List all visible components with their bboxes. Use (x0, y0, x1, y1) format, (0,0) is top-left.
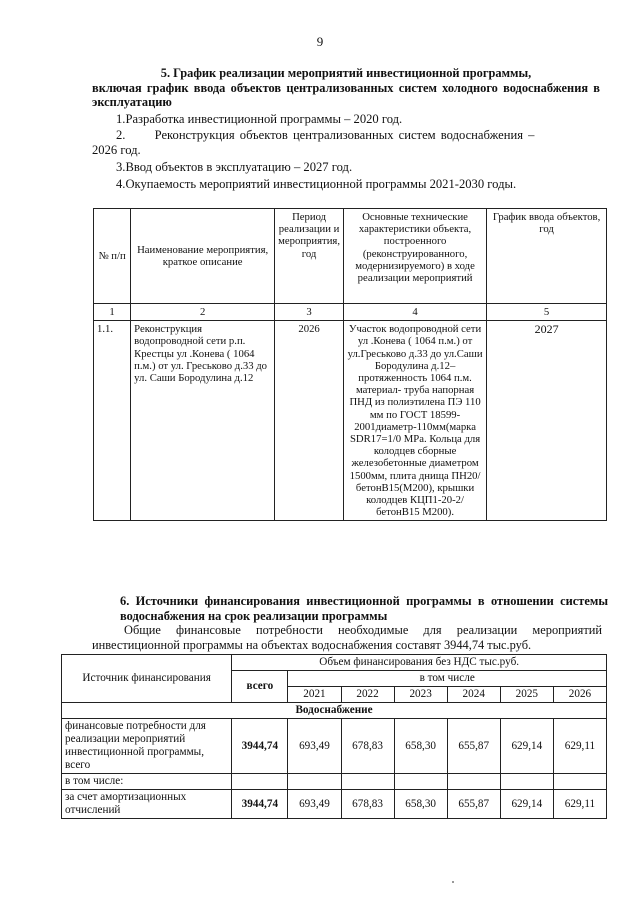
source-header: Источник финансирования (62, 655, 232, 703)
list-item-number: 1. (116, 112, 126, 126)
year-header: 2026 (553, 687, 606, 703)
row-value: 629,11 (553, 719, 606, 774)
header-cell: Период реализации и мероприятия, год (275, 209, 344, 304)
table-header-row (62, 655, 607, 671)
column-number: 3 (275, 304, 344, 321)
year-header: 2021 (288, 687, 341, 703)
year-header: 2023 (394, 687, 447, 703)
column-number: 1 (94, 304, 131, 321)
implementation-period: 2026 (275, 321, 344, 521)
list-item (116, 112, 402, 127)
technical-characteristics: Участок водопроводной сети ул .Конева ( 1064 п.м.) от ул.Греськово д.33 до ул.Саши Бородулина д.12– протяженность 1064 п.м. материал- труба напорная ПНД из полиэтилена ПЭ 110 мм по ГОСТ 18599-2001диаметр-110мм(марка SDR17=1/0 MPa. Кольца для колодцев сборные железобетонные диаметром 1500мм, плита днища ПН20/бетонB15(M200), крышки колодцев КЦП1-20-2/бетонB15 M200). (344, 321, 487, 521)
header-cell: Наименование мероприятия, краткое описание (131, 209, 275, 304)
list-item-number: 3. (116, 160, 126, 174)
column-number: 2 (131, 304, 275, 321)
row-value: 629,14 (500, 719, 553, 774)
list-item (116, 177, 516, 192)
header-cell: Основные технические характеристики объекта, построенного (реконструированного, модернизируемого) в ходе реализации мероприятий (344, 209, 487, 304)
including-header: в том числе (288, 671, 607, 687)
group-row (62, 703, 607, 719)
header-cell: № п/п (94, 209, 131, 304)
column-number: 5 (487, 304, 607, 321)
row-value: 693,49 (288, 719, 341, 774)
group-title: Водоснабжение (62, 703, 607, 719)
row-label: за счет амортизационных отчислений (62, 790, 232, 819)
list-item (116, 128, 602, 143)
list-item-text: Реконструкция объектов централизованных систем водоснабжения – (154, 128, 535, 142)
row-number: 1.1. (94, 321, 131, 521)
row-value: 678,83 (341, 790, 394, 819)
financing-paragraph: Общие финансовые потребности необходимые для реализации мероприятий инвестиционной программы на объектах водоснабжения составят 3944,74 тыс.руб. (92, 623, 602, 652)
year-header: 2022 (341, 687, 394, 703)
list-item-text: Ввод объектов в эксплуатацию – 2027 год. (125, 160, 353, 174)
schedule-table (93, 208, 607, 521)
commissioning-year: 2027 (487, 321, 607, 521)
year-header: 2024 (447, 687, 500, 703)
row-value: 658,30 (394, 790, 447, 819)
row-value: 678,83 (341, 719, 394, 774)
row-value: 629,14 (500, 790, 553, 819)
financing-table (61, 654, 607, 819)
column-number: 4 (344, 304, 487, 321)
row-value: 629,11 (553, 790, 606, 819)
scan-speck (452, 881, 454, 883)
row-value: 655,87 (447, 790, 500, 819)
section5-title-rest: включая график ввода объектов централизованных систем холодного водоснабжения в эксплуатацию (92, 80, 600, 109)
section5-title-line1: 5. График реализации мероприятий инвестиционной программы, (160, 66, 532, 80)
row-value: 658,30 (394, 719, 447, 774)
section5-title (92, 66, 600, 110)
table-header-row (94, 209, 607, 304)
list-item-number: 4. (116, 177, 126, 191)
row-total: 3944,74 (232, 790, 288, 819)
row-label: в том числе: (62, 774, 232, 790)
volume-header: Объем финансирования без НДС тыс.руб. (232, 655, 607, 671)
table-row (62, 790, 607, 819)
measure-name: Реконструкция водопроводной сети р.п. Крестцы ул .Конева ( 1064 п.м.) от ул. Греськово д.33 до ул. Саши Бородулина д.12 (131, 321, 275, 521)
column-number-row (94, 304, 607, 321)
list-item-text: Окупаемость мероприятий инвестиционной программы 2021-2030 годы. (125, 177, 517, 191)
row-total: 3944,74 (232, 719, 288, 774)
header-cell: График ввода объектов, год (487, 209, 607, 304)
list-item-text: Разработка инвестиционной программы – 2020 год. (125, 112, 403, 126)
row-value: 693,49 (288, 790, 341, 819)
list-item-continuation: 2026 год. (92, 143, 141, 157)
year-header: 2025 (500, 687, 553, 703)
row-label: финансовые потребности для реализации мероприятий инвестиционной программы, всего (62, 719, 232, 774)
table-row (62, 719, 607, 774)
table-row (94, 321, 607, 521)
list-item-number: 2. (116, 128, 126, 142)
row-value: 655,87 (447, 719, 500, 774)
list-item (116, 160, 352, 175)
page-number: 9 (316, 34, 324, 49)
section6-title: 6. Источники финансирования инвестиционной программы в отношении системы водоснабжения на срок реализации программы (120, 594, 608, 623)
table-row (62, 774, 607, 790)
total-header: всего (232, 671, 288, 703)
